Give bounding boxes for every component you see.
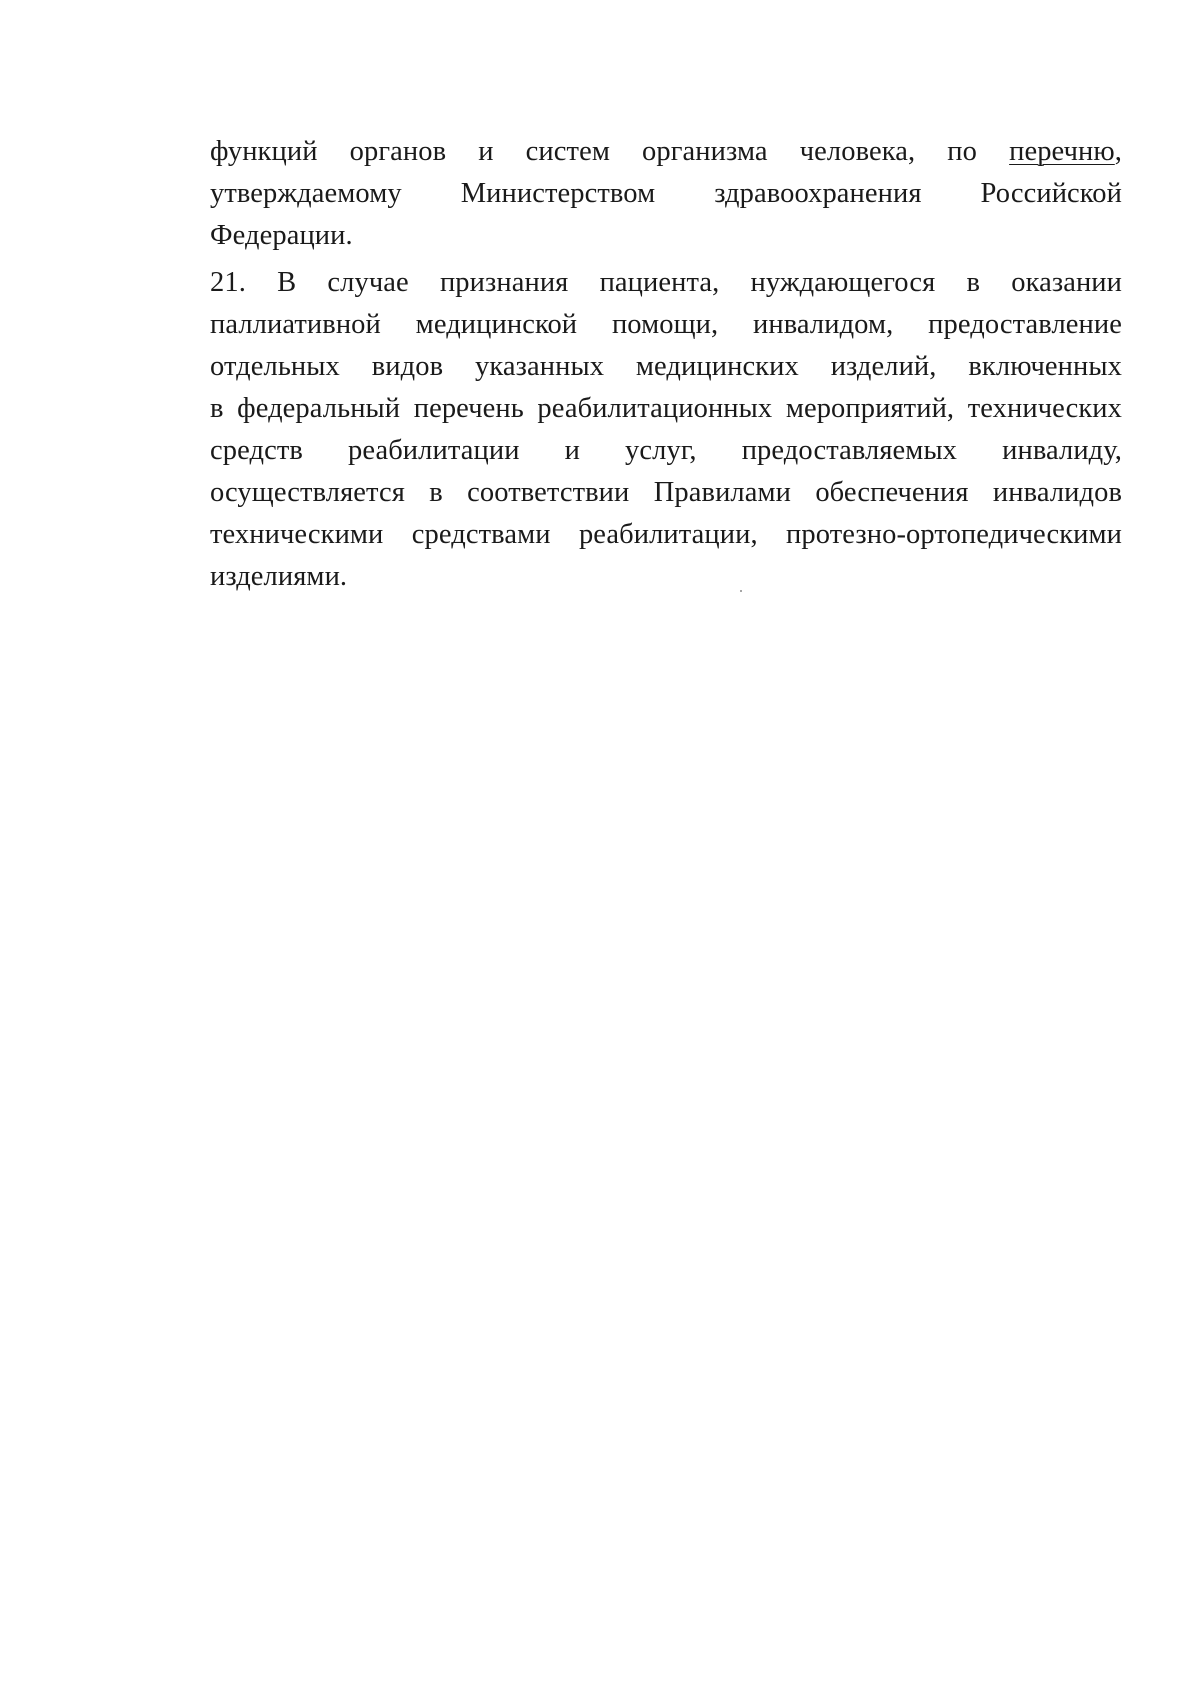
- text-line: [210, 131, 1122, 173]
- line-punctuation: ,: [1114, 136, 1122, 167]
- text-line: осуществляется в соответствии Правилами обеспечения инвалидов: [210, 477, 1122, 508]
- text-line: техническими средствами реабилитации, протезно-ортопедическими: [210, 519, 1122, 550]
- text-line: 21. В случае признания пациента, нуждающегося в оказании: [210, 267, 1122, 298]
- text-line: Федерации.: [210, 220, 353, 251]
- text-line: утверждаемому Министерством здравоохранения Российской: [210, 178, 1122, 209]
- paragraph-21: [210, 262, 1122, 598]
- scan-speck: [740, 590, 742, 592]
- text-line: в федеральный перечень реабилитационных мероприятий, технических: [210, 393, 1122, 424]
- paragraph-continuation: [210, 131, 1122, 257]
- line-text: функций органов и систем организма человека, по: [210, 136, 977, 167]
- text-line: средств реабилитации и услуг, предоставляемых инвалиду,: [210, 435, 1122, 466]
- text-line: изделиями.: [210, 561, 348, 592]
- text-line: паллиативной медицинской помощи, инвалидом, предоставление: [210, 309, 1122, 340]
- text-line: отдельных видов указанных медицинских изделий, включенных: [210, 351, 1122, 382]
- perechen-link[interactable]: перечню: [1009, 136, 1115, 167]
